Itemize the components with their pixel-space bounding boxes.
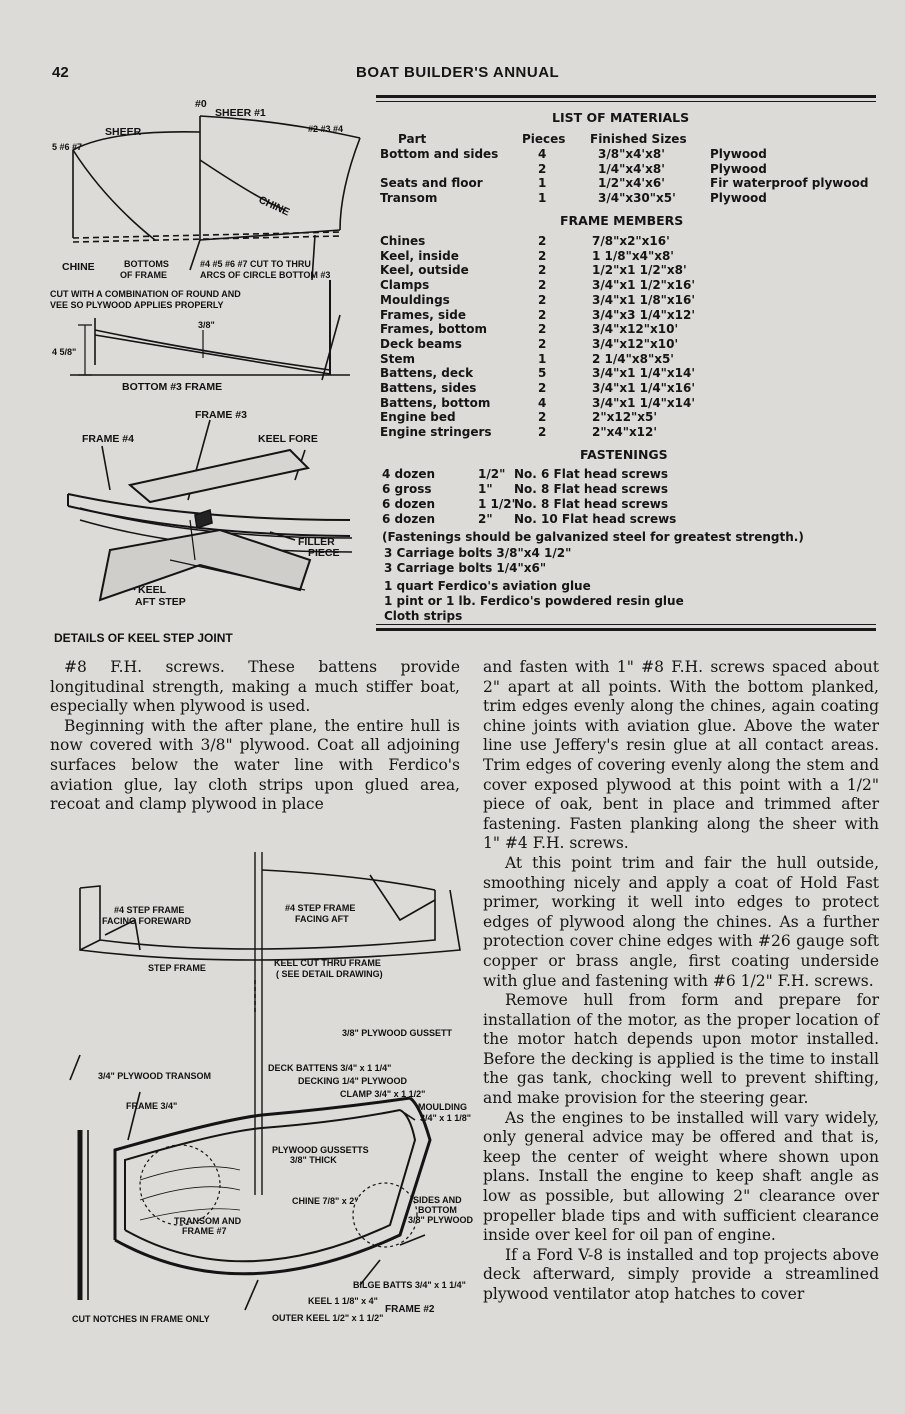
label-chine-inner: CHINE (256, 193, 292, 219)
material-part: Bottom and sides (380, 147, 499, 161)
frame-pieces: 2 (538, 234, 547, 248)
frame-pieces: 5 (538, 366, 547, 381)
glue-line-1: 1 quart Ferdico's aviation glue (384, 579, 591, 593)
frame-size: 3/4"x12"x10' (592, 322, 679, 337)
label-gussets-2: 3/8" THICK (290, 1155, 337, 1165)
frame-pieces: 2 (538, 263, 547, 278)
material-type: Plywood (710, 161, 767, 176)
bolts-line-2: 3 Carriage bolts 1/4"x6" (384, 561, 547, 575)
label-note-1: CUT WITH A COMBINATION OF ROUND AND (50, 289, 241, 299)
materials-rule-top (376, 95, 876, 98)
cloth-line: Cloth strips (384, 609, 463, 623)
label-zero: #0 (195, 98, 207, 110)
label-gussets-1: PLYWOOD GUSSETTS (272, 1145, 369, 1155)
label-sides-3: 3/8" PLYWOOD (408, 1215, 473, 1225)
label-bilge: BILGE BATTS 3/4" x 1 1/4" (353, 1280, 466, 1290)
material-size: 3/4"x30"x5' (598, 191, 676, 206)
label-keel-cut-2: ( SEE DETAIL DRAWING) (276, 969, 383, 979)
frame-pieces: 2 (538, 336, 547, 351)
label-num-left: 5 #6 #7 (52, 142, 83, 152)
frame-pieces: 2 (538, 410, 547, 425)
frame-pieces: 2 (538, 425, 547, 440)
fastenings-table (382, 467, 882, 529)
paragraph-right-5: If a Ford V-8 is installed and top projects above deck afterward, simply provide a streamlined plywood ventilator atop hatches to cover (483, 1245, 879, 1303)
frame-size: 3/4"x1 1/4"x14' (592, 395, 696, 410)
frame-size: 1 1/8"x4"x8' (592, 248, 674, 263)
frame-part: Stem (380, 351, 416, 366)
materials-table (380, 132, 880, 212)
frame-pieces: 2 (538, 322, 547, 337)
material-type: Plywood (710, 147, 767, 161)
label-gussett: 3/8" PLYWOOD GUSSETT (342, 1028, 452, 1038)
material-type: Fir waterproof plywood (710, 176, 869, 191)
fastening-desc: No. 10 Flat head screws (514, 512, 677, 526)
bolts-line-1: 3 Carriage bolts 3/8"x4 1/2" (384, 546, 572, 560)
frame-pieces: 2 (538, 381, 547, 395)
frame-pieces: 2 (538, 292, 547, 307)
label-sides-1: SIDES AND (413, 1195, 462, 1205)
label-sheer-left: SHEER (105, 126, 142, 138)
fastening-desc: No. 8 Flat head screws (514, 482, 668, 496)
label-transom-frame-2: FRAME #7 (182, 1226, 227, 1236)
page-number: 42 (52, 64, 69, 81)
frame-part: Engine stringers (380, 425, 492, 440)
label-cut-2: ARCS OF CIRCLE BOTTOM #3 (200, 270, 331, 280)
frame-part: Battens, bottom (380, 395, 491, 410)
label-moulding-2: 3/4" x 1 1/8" (420, 1113, 472, 1123)
fastening-desc: No. 8 Flat head screws (514, 497, 668, 511)
label-dim-left: 4 5/8" (52, 347, 77, 357)
frame-size: 2"x4"x12' (592, 425, 658, 440)
frame-part: Battens, sides (380, 381, 477, 395)
frame-size: 3/4"x1 1/4"x16' (592, 381, 696, 395)
label-moulding-1: MOULDING (418, 1102, 467, 1112)
frame-part: Frames, side (380, 307, 466, 322)
label-bottoms-2: OF FRAME (120, 270, 167, 280)
label-dim-mid: 3/8" (198, 320, 215, 330)
label-sheer-1: SHEER #1 (215, 107, 266, 119)
hull-section-diagram (40, 840, 480, 1330)
frame-part: Mouldings (380, 292, 450, 307)
label-note-2: VEE SO PLYWOOD APPLIES PROPERLY (50, 300, 224, 310)
fastening-desc: No. 6 Flat head screws (514, 467, 668, 481)
label-frame-2: FRAME #2 (385, 1304, 435, 1315)
frame-pieces: 2 (538, 307, 547, 322)
fastening-qty: 6 dozen (382, 512, 436, 526)
col-header-pieces: Pieces (522, 132, 566, 146)
frame-pieces: 2 (538, 248, 547, 263)
frame-part: Engine bed (380, 410, 456, 425)
paragraph-right-2: At this point trim and fair the hull outside, smoothing nicely and apply a coat of Hold Fast primer, working it well into edges to protect edges of plywood along the chines. As a further protection cover chine edges with #26 gauge soft copper or brass angle, first coating underside with glue and fastening with #6 1/2" F.H. screws. (483, 853, 879, 990)
frame-size: 3/4"x12"x10' (592, 336, 679, 351)
glue-line-2: 1 pint or 1 lb. Ferdico's powdered resin glue (384, 594, 684, 608)
fastenings-note: (Fastenings should be galvanized steel for greatest strength.) (382, 530, 804, 544)
label-step-fwd-1: #4 STEP FRAME (114, 905, 185, 915)
label-transom-frame-1: TRANSOM AND (174, 1216, 242, 1226)
materials-title: LIST OF MATERIALS (552, 110, 690, 125)
fastening-length: 2" (478, 512, 493, 526)
fastening-qty: 4 dozen (382, 467, 436, 481)
label-filler-1: FILLER (298, 536, 335, 548)
label-keel-fore: KEEL FORE (258, 433, 318, 445)
material-size: 1/4"x4'x8' (598, 161, 665, 176)
frame-size: 3/4"x3 1/4"x12' (592, 307, 696, 322)
running-title: BOAT BUILDER'S ANNUAL (356, 64, 560, 81)
frame-part: Frames, bottom (380, 322, 488, 337)
label-step-frame: STEP FRAME (148, 963, 206, 973)
text-column-left-top (50, 658, 460, 815)
frame-size: 7/8"x2"x16' (592, 234, 670, 248)
frame-part: Battens, deck (380, 366, 474, 381)
frame-members-table (380, 234, 880, 444)
materials-rule-bottom-thin (376, 624, 876, 625)
label-frame-3: FRAME #3 (195, 409, 247, 421)
material-part: Transom (380, 191, 438, 206)
material-part: Seats and floor (380, 176, 483, 191)
material-type: Plywood (710, 191, 767, 206)
label-step-fwd-2: FACING FOREWARD (102, 916, 191, 926)
fastening-qty: 6 gross (382, 482, 432, 496)
frame-size: 3/4"x1 1/4"x14' (592, 366, 696, 381)
paragraph-right-1: and fasten with 1" #8 F.H. screws spaced about 2" apart at all points. With the bottom planked, trim edges evenly along the chines, again coating chine joints with aviation glue. Above the water line use Jeffery's resin glue at all contact areas. Trim edges of covering evenly along the stem and cover exposed plywood at this point with a 1/2" piece of oak, bent in place and trimmed after fastening. Fasten planking along the sheer with 1" #4 F.H. screws. (483, 658, 879, 853)
material-pieces: 2 (538, 161, 547, 176)
label-decking: DECKING 1/4" PLYWOOD (298, 1076, 407, 1086)
bottom-frame-curve (95, 330, 330, 370)
label-keel-aft-1: KEEL (138, 584, 167, 596)
col-header-part: Part (398, 132, 427, 146)
fastenings-title: FASTENINGS (580, 447, 668, 462)
materials-rule-bottom (376, 628, 876, 631)
hull-frame-diagram (40, 90, 375, 650)
frame-members-title: FRAME MEMBERS (560, 213, 684, 228)
label-keel-aft-2: AFT STEP (135, 596, 186, 608)
label-step-aft-2: FACING AFT (295, 914, 349, 924)
materials-rule-top-thin (376, 101, 876, 102)
fastening-length: 1/2" (478, 467, 506, 481)
label-outer-keel: OUTER KEEL 1/2" x 1 1/2" (272, 1313, 384, 1323)
material-pieces: 1 (538, 176, 547, 191)
label-cut-1: #4 #5 #6 #7 CUT TO THRU (200, 259, 311, 269)
frame-part: Keel, outside (380, 263, 469, 278)
material-size: 1/2"x4'x6' (598, 176, 665, 191)
label-num-right: #2 #3 #4 (308, 124, 344, 134)
fastening-length: 1 1/2" (478, 497, 518, 511)
label-transom: 3/4" PLYWOOD TRANSOM (98, 1071, 211, 1081)
label-deck-battens: DECK BATTENS 3/4" x 1 1/4" (268, 1063, 392, 1073)
label-chine: CHINE 7/8" x 2" (292, 1196, 359, 1206)
frame-part: Keel, inside (380, 248, 459, 263)
label-keel: KEEL 1 1/8" x 4" (308, 1296, 378, 1306)
caption-keel-step: DETAILS OF KEEL STEP JOINT (54, 631, 233, 645)
paragraph-left-2: Beginning with the after plane, the entire hull is now covered with 3/8" plywood. Coat all adjoining surfaces below the water line with Ferdico's aviation glue, lay cloth strips upon glued area, recoat and clamp plywood in place (50, 716, 460, 814)
frame-size: 3/4"x1 1/2"x16' (592, 278, 696, 293)
frame-part: Chines (380, 234, 426, 248)
label-bottom-3-frame: BOTTOM #3 FRAME (122, 381, 223, 393)
label-sides-2: BOTTOM (418, 1205, 457, 1215)
label-keel-cut-1: KEEL CUT THRU FRAME (274, 958, 381, 968)
frame-pieces: 2 (538, 278, 547, 293)
col-header-sizes: Finished Sizes (590, 132, 687, 146)
label-frame-4: FRAME #4 (82, 433, 134, 445)
fastening-length: 1" (478, 482, 493, 496)
frame-size: 3/4"x1 1/8"x16' (592, 292, 696, 307)
paragraph-right-3: Remove hull from form and prepare for installation of the motor, as the proper location of the motor hatch depends upon motor installed. Before the decking is applied is the time to install the gas tank, chocking well to prevent shifting, and make provision for the steering gear. (483, 991, 879, 1108)
material-pieces: 4 (538, 147, 547, 161)
text-column-right (483, 658, 879, 1305)
label-step-aft-1: #4 STEP FRAME (285, 903, 356, 913)
frame-size: 2"x12"x5' (592, 410, 658, 425)
label-frame-34: FRAME 3/4" (126, 1101, 178, 1111)
label-chine: CHINE (62, 261, 95, 273)
label-filler-2: PIECE (308, 547, 340, 559)
label-bottoms-1: BOTTOMS (124, 259, 169, 269)
frame-size: 2 1/4"x8"x5' (592, 351, 674, 366)
material-size: 3/8"x4'x8' (598, 147, 665, 161)
frame-pieces: 4 (538, 395, 547, 410)
frame-size: 1/2"x1 1/2"x8' (592, 263, 687, 278)
material-pieces: 1 (538, 191, 547, 206)
frame-part: Deck beams (380, 336, 462, 351)
fastening-qty: 6 dozen (382, 497, 436, 511)
paragraph-left-1: #8 F.H. screws. These battens provide longitudinal strength, making a much stiffer boat, especially when plywood is used. (50, 658, 460, 716)
paragraph-right-4: As the engines to be installed will vary widely, only general advice may be offered and that is, keep the center of weight where shown upon plans. Install the engine to keep shaft angle as low as possible, but allowing 2" clearance over propeller blade tips and with sufficient clearance inside over keel for oil pan of engine. (483, 1108, 879, 1245)
frame-part: Clamps (380, 278, 430, 293)
label-clamp: CLAMP 3/4" x 1 1/2" (340, 1089, 426, 1099)
label-notches: CUT NOTCHES IN FRAME ONLY (72, 1314, 210, 1324)
frame-pieces: 1 (538, 351, 547, 366)
